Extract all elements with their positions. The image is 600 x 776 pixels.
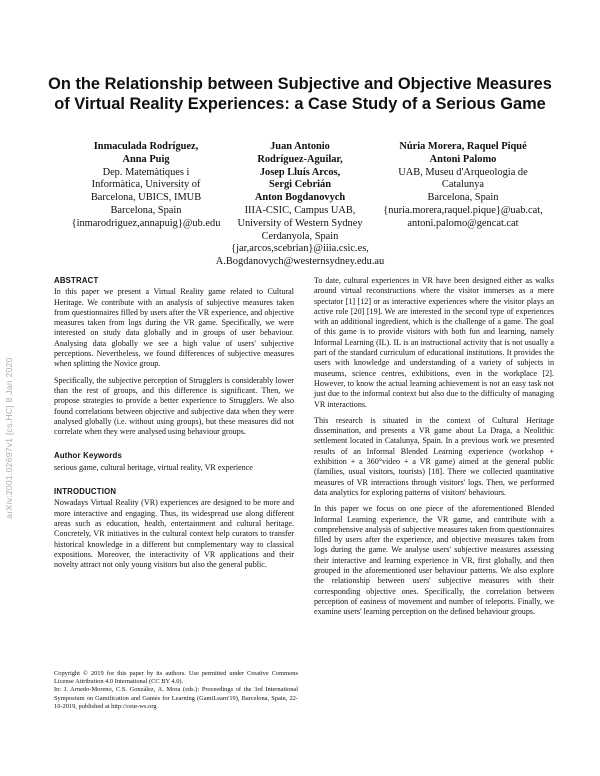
author-name: Rodríguez-Aguilar, bbox=[257, 153, 343, 165]
body-paragraph: To date, cultural experiences in VR have been designed either as walks around virtual reconstructions where the visitor immerses as a mere spectator [1] [12] or as interactive experiences where the visitor plays an active role [20] [19]. We are interested in the second type of experiences with an additional ingredient, which is the challenge of a game. The goal of this game is to provide visitors with both fun and learning, namely Informal Learning (IL). IL is an instructional activity that is not usually a part of the standard curriculum of educational institutions. It provides the users with knowledge and understanding of a variety of subjects in museums, science centres, exhibitions, even in the workplace [2]. However, to know the actual learning achievement is not an easy task not just due to the informal context but also due to the difficulty of managing VR interactions. bbox=[314, 276, 554, 409]
arxiv-identifier bbox=[2, 268, 16, 608]
author-affiliation: IIIA-CSIC, Campus UAB, bbox=[244, 204, 356, 216]
author-affiliation: University of Western Sydney bbox=[237, 217, 363, 229]
author-affiliation: Informàtica, University of bbox=[91, 179, 201, 191]
abstract-paragraph: In this paper we present a Virtual Reality game related to Cultural Heritage. We contribute with an analysis of subjective measures taken from questionnaires filled by users after the VR experience, and objective measures taken from logs during the VR game. Specifically, we were interested on study data globally and in groups of user behaviour. Analysing data globally we see a high value of users' subjective perceptions. Nevertheless, we found differences of subjective measures when splitting the Novice group. bbox=[54, 287, 294, 369]
abstract-paragraph: Specifically, the subjective perception of Strugglers is considerably lower than the rest of groups, and this difference is significant. Then, we propose strategies to provide a better experience to Strugglers. We also found correlations between objective and subjective data when they were analysed globally (i.e. without using groups), but these measures did not correlate when they were analysed using behaviour groups. bbox=[54, 375, 294, 437]
author-location: Barcelona, Spain bbox=[427, 192, 499, 204]
author-group-uab bbox=[375, 141, 551, 231]
author-affiliation: Barcelona, UBICS, IMUB bbox=[90, 192, 202, 204]
author-email: A.Bogdanovych@westernsydney.edu.au bbox=[215, 256, 385, 268]
author-email: {inmarodriguez,annapuig}@ub.edu bbox=[71, 217, 221, 229]
author-affiliation: Dep. Matemàtiques i bbox=[102, 166, 190, 178]
left-column bbox=[54, 276, 294, 576]
keywords-text: serious game, cultural heritage, virtual reality, VR experience bbox=[54, 462, 253, 472]
spacer bbox=[54, 443, 294, 451]
author-name: Anton Bogdanovych bbox=[254, 192, 346, 204]
body-paragraph: This research is situated in the context of Cultural Heritage dissemination, and presents a VR game about La Draga, a Neolithic settlement located in Catalunya, Spain. In a previous work we presented results of an Informal Blended Learning experience (workshop + exhibition + a 360°video + a VR game) aimed at the general public (families, usual visitors, tourists) [18]. There we collected quantitative measures of VR interactions through visitors' logs. Then, we performed data analytics for exploring patterns of visitors' behaviours. bbox=[314, 415, 554, 497]
author-affiliation: Catalunya bbox=[441, 179, 485, 191]
author-name: Inmaculada Rodríguez, bbox=[93, 141, 199, 152]
author-email: antoni.palomo@gencat.cat bbox=[407, 217, 519, 229]
author-location: Cerdanyola, Spain bbox=[261, 230, 339, 242]
author-affiliation: UAB, Museu d'Arqueologia de bbox=[398, 166, 528, 178]
author-name: Núria Morera, Raquel Piqué bbox=[399, 141, 527, 152]
author-location: Barcelona, Spain bbox=[110, 204, 182, 216]
copyright-text: Copyright © 2019 for this paper by its authors. Use permitted under Creative Commons License Attribution 4.0 International (CC BY 4.0). bbox=[54, 670, 298, 686]
paper-title: On the Relationship between Subjective and Objective Measures of Virtual Reality Experiences: a Case Study of a Serious Game bbox=[48, 75, 552, 113]
author-name: Antoni Palomo bbox=[429, 153, 497, 165]
body-paragraph: In this paper we focus on one piece of the aforementioned Blended Informal Learning experience, the VR game, and contribute with a comprehensive analysis of subjective measures taken from questionnaires filled by users after the experience, and objective measures taken from logs during the game. We analyse users' subjective measures assessing their interactive and learning experience in VR, first globally, and then grouped in the aforementioned user behaviour patterns. We also explore the relationship between users' subjective measures with their corresponding objective ones. Specifically, the correlation between perception of easiness of movement and number of teleports. Finally, we examine users' learning perception on the defined behaviour groups. bbox=[314, 504, 554, 617]
author-name: Sergi Cebrián bbox=[268, 179, 332, 191]
author-name: Josep Lluís Arcos, bbox=[259, 166, 341, 178]
abstract-heading: ABSTRACT bbox=[54, 276, 99, 285]
spacer bbox=[54, 479, 294, 487]
author-email: {jar,arcos,scebrian}@iiia.csic.es, bbox=[231, 243, 369, 255]
author-name: Anna Puig bbox=[122, 153, 170, 165]
introduction-paragraph: Nowadays Virtual Reality (VR) experiences are designed to be more and more interactive and engaging. Thus, its widespread use along different areas such as education, health, entertainment and cultural heritage. Concretely, VR initiatives in the cultural context help curators to transfer historical knowledge in a different but complementary way to classical expositions. Moreover, the interactivity of VR applications and their novelty attract not only young visitors but also the general public. bbox=[54, 498, 294, 570]
keywords-heading: Author Keywords bbox=[54, 451, 122, 461]
copyright-footnote bbox=[54, 670, 298, 711]
introduction-heading: INTRODUCTION bbox=[54, 487, 117, 497]
right-column bbox=[314, 276, 554, 624]
author-group-iiia bbox=[200, 141, 400, 269]
author-name: Juan Antonio bbox=[270, 141, 330, 152]
author-email: {nuria.morera,raquel.pique}@uab.cat, bbox=[383, 204, 543, 216]
arxiv-identifier-text: arXiv:2001.02697v1 [cs.HC] 8 Jan 2020 bbox=[4, 357, 14, 519]
citation-text: In: J. Arnedo-Moreno, C.S. González, A. Mora (eds.): Proceedings of the 3rd International Symposium on Gamification and Games for Learning (GamiLearn'19), Barcelona, Spain, 22-10-2019, published at http://ceur-ws.org bbox=[54, 686, 298, 710]
